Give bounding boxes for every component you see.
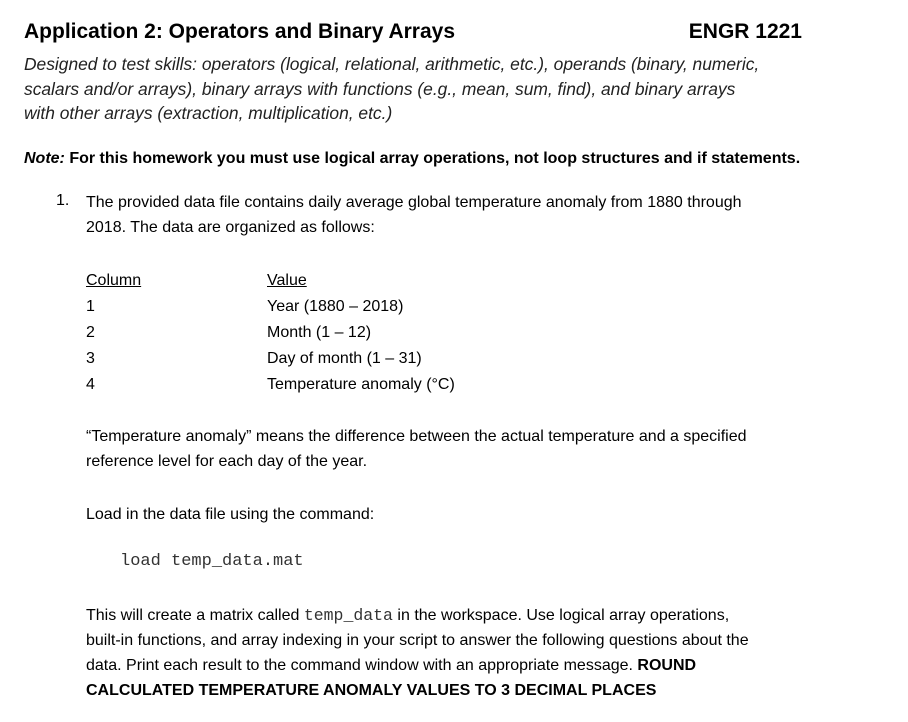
subtitle-line: Designed to test skills: operators (logical, relational, arithmetic, etc.), operands (binary, numeric, (24, 54, 760, 74)
column-value: Month (1 – 12) (267, 324, 372, 341)
final-text: This will create a matrix called (86, 607, 304, 624)
subtitle (24, 52, 844, 126)
variable-name: temp_data (303, 606, 393, 625)
note-label: Note: (24, 150, 65, 167)
subtitle-line: scalars and/or arrays), binary arrays with functions (e.g., mean, sum, find), and binary arrays (24, 78, 736, 99)
anomaly-definition (86, 424, 826, 474)
value-header: Value (267, 272, 307, 289)
table-row (86, 320, 686, 346)
round-emphasis: ROUND (637, 657, 697, 674)
intro-line: The provided data file contains daily average global temperature anomaly from 1880 through (86, 194, 742, 211)
item-intro (86, 190, 826, 240)
column-header: Column (86, 272, 142, 289)
column-value: Day of month (1 – 31) (267, 350, 422, 367)
column-number: 2 (86, 324, 95, 341)
note-text: For this homework you must use logical array operations, not loop structures and if statements. (64, 150, 801, 167)
header (24, 20, 802, 48)
column-number: 4 (86, 376, 95, 393)
final-line (86, 653, 826, 678)
intro-line: 2018. The data are organized as follows: (86, 219, 375, 236)
final-text: data. Print each result to the command window with an appropriate message. (86, 657, 638, 674)
note (24, 150, 864, 168)
definition-line: “Temperature anomaly” means the difference between the actual temperature and a specified (86, 428, 747, 445)
item-number: 1. (56, 192, 70, 209)
table-row (86, 372, 686, 398)
final-text: in the workspace. Use logical array operations, (392, 607, 730, 624)
rounding-requirement: CALCULATED TEMPERATURE ANOMALY VALUES TO 3 DECIMAL PLACES (86, 682, 657, 699)
column-value: Year (1880 – 2018) (267, 298, 404, 315)
column-number: 3 (86, 350, 95, 367)
load-instruction: Load in the data file using the command: (86, 506, 375, 523)
subtitle-line: with other arrays (extraction, multiplication, etc.) (24, 103, 393, 123)
final-instructions (86, 603, 826, 703)
table-row (86, 346, 686, 372)
table-row (86, 294, 686, 320)
course-code: ENGR 1221 (688, 20, 802, 43)
table-header-row (86, 268, 686, 294)
column-number: 1 (86, 298, 95, 315)
final-line (86, 603, 826, 628)
final-line: built-in functions, and array indexing in your script to answer the following questions about the (86, 632, 749, 649)
data-columns-table (86, 268, 686, 398)
column-value: Temperature anomaly (°C) (267, 376, 455, 393)
definition-line: reference level for each day of the year. (86, 453, 368, 470)
page-title: Application 2: Operators and Binary Arrays (24, 20, 456, 43)
load-command-code: load temp_data.mat (120, 552, 304, 571)
